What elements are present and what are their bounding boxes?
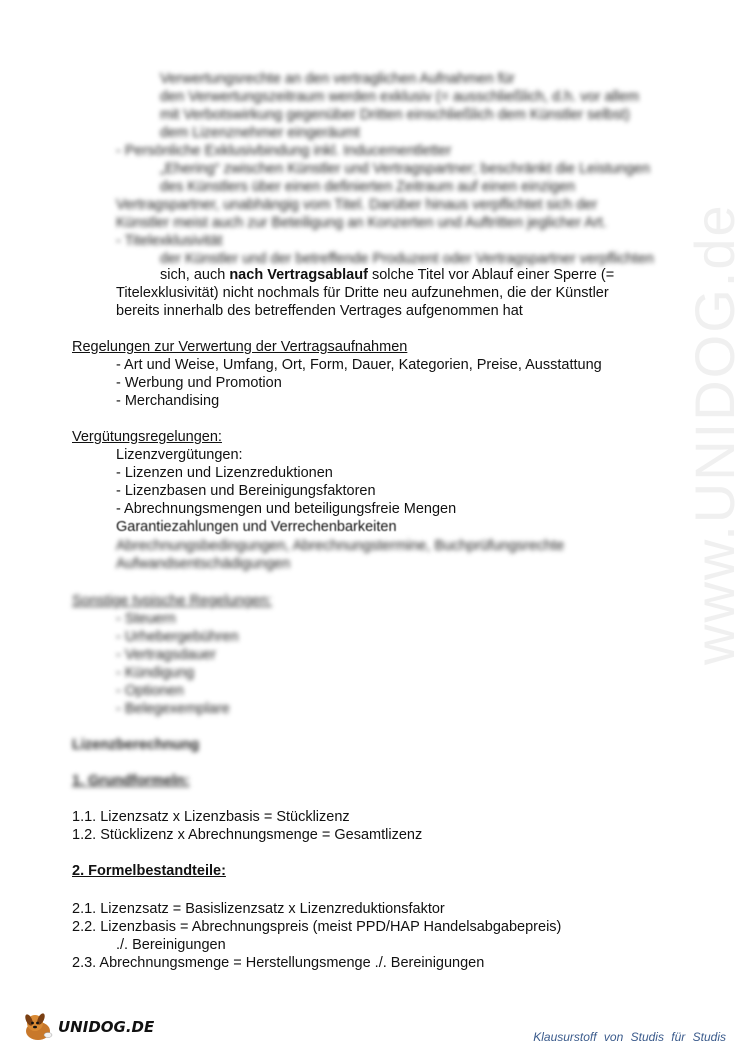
blurred-text-line: - Titelexklusivität <box>116 233 223 249</box>
dog-logo-icon <box>22 1010 56 1044</box>
section-heading-sonstige: Sonstige typische Regelungen: <box>72 593 272 609</box>
footer-logo <box>22 1010 154 1044</box>
blurred-text-line: dem Lizenznehmer eingeräumt <box>160 125 360 141</box>
exclusivity-line-2: Titelexklusivität) nicht nochmals für Dritte neu aufzunehmen, die der Künstler <box>116 285 609 301</box>
formula-line: 2.1. Lizenzsatz = Basislizenzsatz x Lizenzreduktionsfaktor <box>72 901 445 917</box>
list-item: - Merchandising <box>116 393 220 409</box>
blurred-text-line: Vertragspartner, unabhängig vom Titel. Darüber hinaus verpflichtet sich der <box>116 197 598 213</box>
section-heading-verguetung: Vergütungsregelungen: <box>72 429 222 445</box>
formula-line: 2.2. Lizenzbasis = Abrechnungspreis (meist PPD/HAP Handelsabgabepreis) <box>72 919 562 935</box>
list-item: - Werbung und Promotion <box>116 375 282 391</box>
list-item: - Optionen <box>116 683 184 699</box>
bold-text: nach Vertragsablauf <box>229 267 368 283</box>
exclusivity-line-3: bereits innerhalb des betreffenden Vertrages aufgenommen hat <box>116 303 523 319</box>
blurred-text-line: Künstler meist auch zur Beteiligung an Konzerten und Auftritten jeglicher Art. <box>116 215 607 231</box>
list-item: - Lizenzen und Lizenzreduktionen <box>116 465 333 481</box>
section-heading-lizenzberechnung: Lizenzberechnung <box>72 737 200 753</box>
text-span: sich, auch <box>160 267 230 283</box>
blurred-text-line: den Verwertungszeitraum werden exklusiv (= ausschließlich, d.h. vor allem <box>160 89 640 105</box>
list-item: - Steuern <box>116 611 176 627</box>
blurred-text-line: Abrechnungsbedingungen, Abrechnungstermine, Buchprüfungsrechte <box>116 538 565 554</box>
section-heading-regelungen: Regelungen zur Verwertung der Vertragsaufnahmen <box>72 339 408 355</box>
footer-logo-text: UNIDOG.DE <box>58 1018 155 1036</box>
list-item: - Abrechnungsmengen und beteiligungsfreie Mengen <box>116 501 457 517</box>
blurred-text-line: der Künstler und der betreffende Produzent oder Vertragspartner verpflichten <box>160 251 654 267</box>
blurred-text-line: Aufwandsentschädigungen <box>116 556 291 572</box>
section-heading-grundformeln: 1. Grundformeln: <box>72 773 190 789</box>
text-span: solche Titel vor Ablauf einer Sperre (= <box>367 267 615 283</box>
blurred-text-line: Verwertungsrechte an den vertraglichen Aufnahmen für <box>160 71 515 87</box>
list-item: - Belegexemplare <box>116 701 230 717</box>
formula-line: 2.3. Abrechnungsmenge = Herstellungsmenge ./. Bereinigungen <box>72 955 485 971</box>
watermark: www.UNIDOG.de <box>683 203 746 665</box>
footer-tagline: Klausurstoff von Studis für Studis <box>533 1030 726 1044</box>
blurred-text-line: mit Verbotswirkung gegenüber Dritten einschließlich dem Künstler selbst) <box>160 107 630 123</box>
formula-line: 1.1. Lizenzsatz x Lizenzbasis = Stücklizenz <box>72 809 350 825</box>
list-item: - Lizenzbasen und Bereinigungsfaktoren <box>116 483 376 499</box>
list-item: - Art und Weise, Umfang, Ort, Form, Dauer, Kategorien, Preise, Ausstattung <box>116 357 602 373</box>
list-item: - Kündigung <box>116 665 195 681</box>
exclusivity-line-1 <box>160 266 614 284</box>
formula-line: ./. Bereinigungen <box>116 937 226 953</box>
list-item: - Urhebergebühren <box>116 629 239 645</box>
formula-line: 1.2. Stücklizenz x Abrechnungsmenge = Gesamtlizenz <box>72 827 423 843</box>
blurred-text-line: - Persönliche Exklusivbindung inkl. Inducementletter <box>116 143 452 159</box>
section-heading-formelbestandteile: 2. Formelbestandteile: <box>72 863 226 879</box>
blurred-text-line: des Künstlers über einen definierten Zeitraum auf einen einzigen <box>160 179 576 195</box>
list-item-garantie: Garantiezahlungen und Verrechenbarkeiten <box>116 519 397 535</box>
list-item: - Vertragsdauer <box>116 647 216 663</box>
blurred-text-line: „Ehering“ zwischen Künstler und Vertragspartner; beschränkt die Leistungen <box>160 161 651 177</box>
subheading-lizenzverguetungen: Lizenzvergütungen: <box>116 447 243 463</box>
